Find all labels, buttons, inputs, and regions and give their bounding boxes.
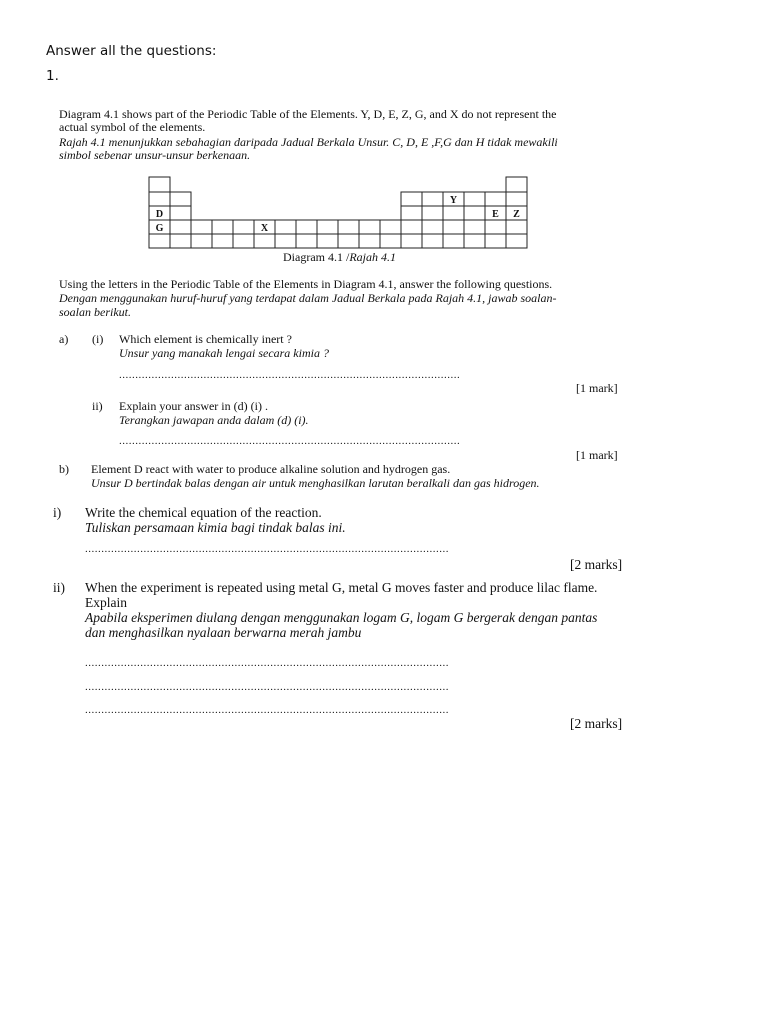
diagram-caption-my: Rajah 4.1 xyxy=(349,250,396,264)
answer-line[interactable]: ................................................................................................................ xyxy=(85,681,449,693)
table-cell xyxy=(359,234,380,248)
table-cell xyxy=(170,206,191,220)
table-cell xyxy=(317,220,338,234)
element-label-g: G xyxy=(155,223,164,234)
part-b-i-question-my: Tuliskan persamaan kimia bagi tindak balas ini. xyxy=(85,520,346,535)
part-b-i-mark: [2 marks] xyxy=(570,557,623,572)
table-cell xyxy=(422,206,443,220)
part-a-i-mark: [1 mark] xyxy=(576,381,618,395)
table-cell xyxy=(338,234,359,248)
table-cell xyxy=(254,234,275,248)
table-cell xyxy=(464,220,485,234)
table-cell xyxy=(275,234,296,248)
intro-en-line1: Diagram 4.1 shows part of the Periodic Table of the Elements. Y, D, E, Z, G, and X do not represent the xyxy=(59,107,557,121)
table-cell xyxy=(359,220,380,234)
table-cell xyxy=(191,220,212,234)
instructions2-en: Using the letters in the Periodic Table of the Elements in Diagram 4.1, answer the following questions. xyxy=(59,277,553,291)
table-cell xyxy=(464,234,485,248)
table-cell xyxy=(401,192,422,206)
table-cell xyxy=(443,206,464,220)
table-cell xyxy=(401,234,422,248)
part-a-i-question-my: Unsur yang manakah lengai secara kimia ? xyxy=(119,346,329,360)
table-cell xyxy=(380,220,401,234)
part-b-i-number: i) xyxy=(53,505,62,520)
part-a-label: a) xyxy=(59,332,69,346)
answer-line[interactable]: ......................................................................................................... xyxy=(119,369,461,381)
table-cell xyxy=(275,220,296,234)
part-b-ii-question-en-line1: When the experiment is repeated using metal G, metal G moves faster and produce lilac flame. xyxy=(85,580,598,595)
element-label-x: X xyxy=(260,223,269,234)
part-b-ii-question-my-line2: dan menghasilkan nyalaan berwarna merah jambu xyxy=(85,625,362,640)
part-b-statement-en: Element D react with water to produce alkaline solution and hydrogen gas. xyxy=(91,462,451,476)
part-b-i-question-en: Write the chemical equation of the reaction. xyxy=(85,505,322,520)
table-cell xyxy=(422,234,443,248)
table-cell xyxy=(401,220,422,234)
table-cell xyxy=(422,220,443,234)
answer-line[interactable]: ......................................................................................................... xyxy=(119,435,461,447)
element-label-z: Z xyxy=(513,209,520,220)
answer-line[interactable]: ................................................................................................................ xyxy=(85,657,449,669)
part-a-ii-question-my: Terangkan jawapan anda dalam (d) (i). xyxy=(119,413,309,427)
instructions2-my-line2: soalan berikut. xyxy=(59,305,131,319)
table-cell xyxy=(443,234,464,248)
table-cell xyxy=(422,192,443,206)
table-cell xyxy=(380,234,401,248)
intro-my-line2: simbol sebenar unsur-unsur berkenaan. xyxy=(59,148,251,162)
table-cell xyxy=(149,234,170,248)
table-cell xyxy=(485,192,506,206)
table-cell xyxy=(443,220,464,234)
periodic-table-grid xyxy=(149,177,527,248)
table-cell xyxy=(506,192,527,206)
periodic-table-diagram xyxy=(146,174,532,252)
part-a-ii-mark: [1 mark] xyxy=(576,448,618,462)
table-cell xyxy=(506,177,527,192)
table-cell xyxy=(149,192,170,206)
table-cell xyxy=(233,220,254,234)
table-cell xyxy=(401,206,422,220)
table-cell xyxy=(506,220,527,234)
part-a-i-number: (i) xyxy=(92,332,104,346)
table-cell xyxy=(212,220,233,234)
part-a-ii-question-en: Explain your answer in (d) (i) . xyxy=(119,399,268,413)
diagram-caption xyxy=(283,251,396,264)
table-cell xyxy=(338,220,359,234)
part-a-i-question-en: Which element is chemically inert ? xyxy=(119,332,292,346)
table-cell xyxy=(317,234,338,248)
part-b-label: b) xyxy=(59,462,69,476)
part-a-ii-number: ii) xyxy=(92,399,103,413)
table-cell xyxy=(464,192,485,206)
answer-line[interactable]: ................................................................................................................ xyxy=(85,543,449,555)
table-cell xyxy=(233,234,254,248)
element-label-e: E xyxy=(492,209,499,220)
intro-my-line1: Rajah 4.1 menunjukkan sebahagian daripada Jadual Berkala Unsur. C, D, E ,F,G dan H tidak mewakili xyxy=(59,135,558,149)
element-label-d: D xyxy=(155,209,164,220)
answer-line[interactable]: ................................................................................................................ xyxy=(85,704,449,716)
table-cell xyxy=(464,206,485,220)
element-label-y: Y xyxy=(449,195,458,206)
diagram-caption-en: Diagram 4.1 / xyxy=(283,250,350,264)
table-cell xyxy=(485,234,506,248)
table-cell xyxy=(485,220,506,234)
part-b-ii-mark: [2 marks] xyxy=(570,716,623,731)
table-cell xyxy=(506,234,527,248)
table-cell xyxy=(296,220,317,234)
instruction-heading: Answer all the questions: xyxy=(46,43,217,59)
table-cell xyxy=(170,192,191,206)
table-cell xyxy=(212,234,233,248)
part-b-statement-my: Unsur D bertindak balas dengan air untuk menghasilkan larutan beralkali dan gas hidrogen. xyxy=(91,476,540,490)
instructions2-my-line1: Dengan menggunakan huruf-huruf yang terdapat dalam Jadual Berkala pada Rajah 4.1, jawab soalan- xyxy=(59,291,557,305)
table-cell xyxy=(191,234,212,248)
part-b-ii-question-en-line2: Explain xyxy=(85,595,127,610)
table-cell xyxy=(296,234,317,248)
part-b-ii-question-my-line1: Apabila eksperimen diulang dengan menggunakan logam G, logam G bergerak dengan pantas xyxy=(85,610,598,625)
table-cell xyxy=(149,177,170,192)
question-number: 1. xyxy=(46,68,59,84)
table-cell xyxy=(170,234,191,248)
table-cell xyxy=(170,220,191,234)
part-b-ii-number: ii) xyxy=(53,580,65,595)
intro-en-line2: actual symbol of the elements. xyxy=(59,120,206,134)
